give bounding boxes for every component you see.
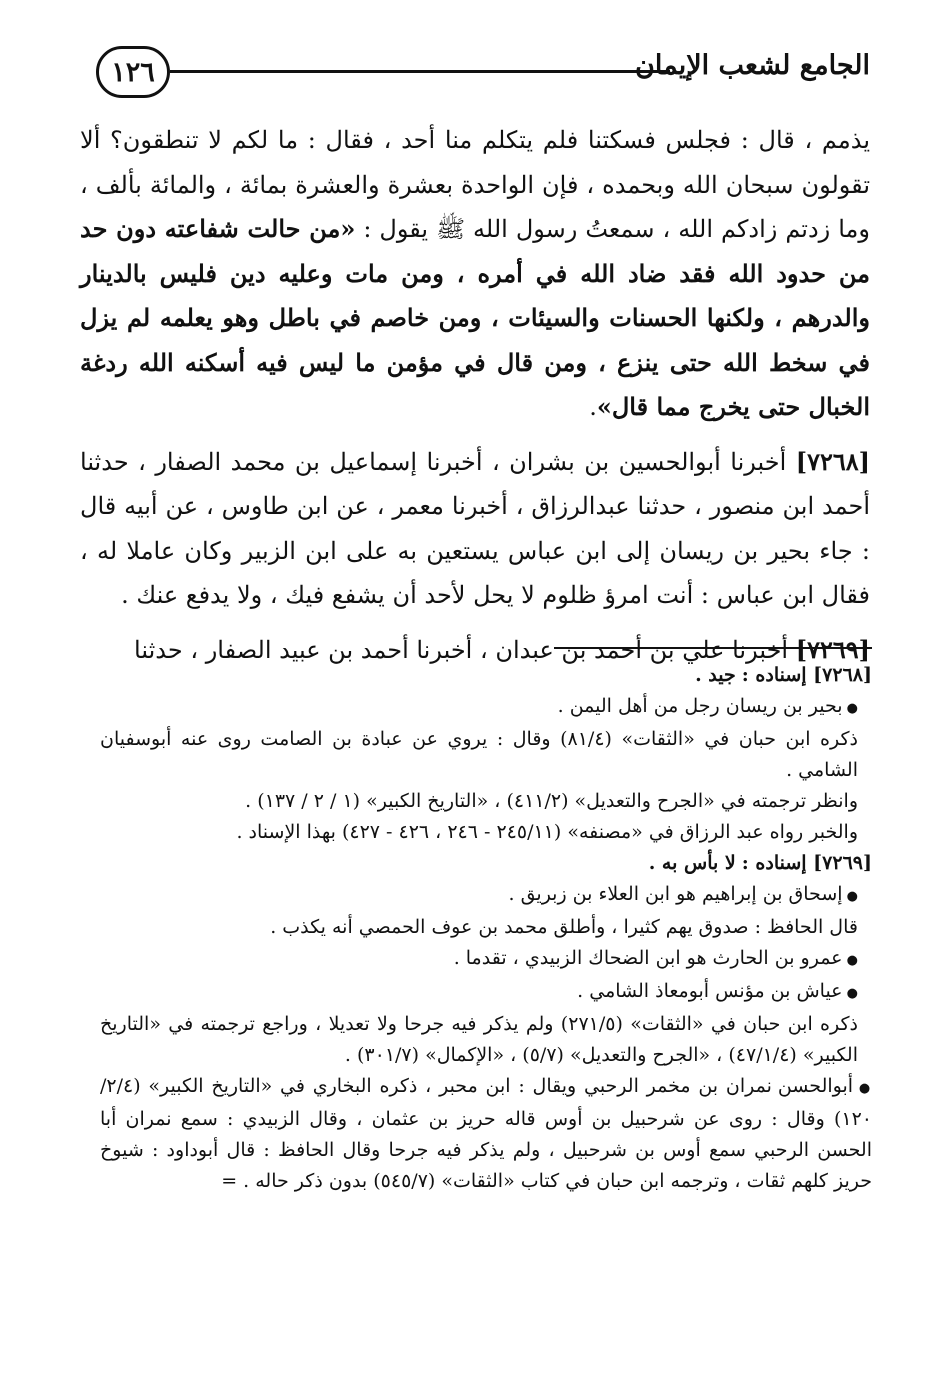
note-line: وانظر ترجمته في «الجرح والتعديل» (٤١١/٢) ، «التاريخ الكبير» (١ / ٢ / ١٣٧) .	[245, 790, 858, 812]
hadith-number: [٧٢٦٨]	[795, 446, 870, 476]
note-line: ذكره ابن حبان في «الثقات» (٨١/٤) وقال : يروي عن عبادة بن الصامت روى عنه أبوسفيان الشامي .	[100, 728, 858, 781]
hadith-matn: «من حالت شفاعته دون حد من حدود الله فقد ضاد الله في أمره ، ومن مات وعليه دين فليس بالدينار والدرهم ، ولكنها الحسنات والسيئات ، ومن خاصم في باطل وهو يعلمه لم يزل في سخط الله حتى ينزع ، ومن قال في مؤمن ما ليس فيه أسكنه الله ردغة الخبال حتى يخرج مما قال»	[80, 214, 870, 421]
note-label: [٧٢٦٩] إسناده :	[741, 852, 872, 874]
note-line: قال الحافظ : صدوق يهم كثيرا ، وأطلق محمد بن عوف الحمصي أنه يكذب .	[270, 916, 858, 938]
note-grade: جيد .	[695, 664, 736, 686]
note-bullet: ● أبوالحسن نمران بن مخمر الرحبي ويقال : ابن محبر ، ذكره البخاري في «التاريخ الكبير» (٢/٤/ ١٢٠) وقال : روى عن شرحبيل بن أوس قاله حريز بن عثمان ، وقال الزبيدي : سمع نمران أبا الحسن الرحبي سمع أوس بن شرحبيل ، ولم يذكر فيه جرحا وقال الحافظ : قال أبوداود : شيوخ حريز كلهم ثقات ، وترجمه ابن حبان في كتاب «الثقات» (٥٤٥/٧) بدون ذكر حاله . =	[100, 1071, 872, 1197]
page-header	[86, 38, 870, 110]
footnote-divider	[554, 647, 872, 649]
header-rule	[170, 70, 670, 73]
note-heading	[100, 848, 872, 879]
note-label: [٧٢٦٨] إسناده :	[741, 664, 872, 686]
narration-text: يذمم ، قال : فجلس فسكتنا فلم يتكلم منا أحد ، فقال : ما لكم لا تنطقون؟ ألا تقولون سبحان الله وبحمده ، فإن الواحدة بعشرة والعشرة بمائة ، والمائة بألف ، وما زدتم زادكم الله ، سمعتُ رسول الله ﷺ يقول :	[80, 126, 870, 243]
hadith-text: أخبرنا علي بن أحمد بن عبدان ، أخبرنا أحمد بن عبيد الصفار ، حدثنا	[134, 635, 789, 664]
footnotes	[100, 660, 872, 1197]
note-bullet: ● إسحاق بن إبراهيم هو ابن العلاء بن زبريق .	[100, 879, 872, 912]
page-number: ١٢٦	[96, 46, 170, 98]
note-grade: لا بأس به .	[648, 852, 736, 874]
note-bullet: ● عمرو بن الحارث هو ابن الضحاك الزبيدي ، تقدما .	[100, 943, 872, 976]
hadith-text: أخبرنا أبوالحسين بن بشران ، أخبرنا إسماعيل بن محمد الصفار ، حدثنا أحمد ابن منصور ، حدثنا عبدالرزاق ، أخبرنا معمر ، عن ابن طاوس ، عن أبيه قال : جاء بحير بن ريسان إلى ابن عباس يستعين به على ابن الزبير وكان عاملا له ، فقال ابن عباس : أنت امرؤ ظلوم لا يحل لأحد أن يشفع فيك ، ولا يدفع عنك .	[80, 447, 870, 609]
hadith-number: [٧٢٦٩]	[795, 634, 870, 664]
note-heading	[100, 660, 872, 691]
main-text	[80, 118, 870, 682]
note-bullet: ● عياش بن مؤنس أبومعاذ الشامي .	[100, 976, 872, 1009]
period: .	[589, 393, 597, 421]
note-bullet: ● بحير بن ريسان رجل من أهل اليمن .	[100, 691, 872, 724]
note-line: والخبر رواه عبد الرزاق في «مصنفه» (٢٤٥/١١ - ٢٤٦ ، ٤٢٦ - ٤٢٧) بهذا الإسناد .	[236, 821, 858, 843]
paragraph-continuation	[80, 118, 870, 430]
hadith-7268	[80, 440, 870, 618]
note-line: ذكره ابن حبان في «الثقات» (٢٧١/٥) ولم يذكر فيه جرحا ولا تعديلا ، وراجع ترجمته في «التاريخ الكبير» (٤٧/١/٤) ، «الجرح والتعديل» (٥/٧) ، «الإكمال» (٣٠١/٧) .	[100, 1013, 859, 1066]
running-title: الجامع لشعب الإيمان	[635, 50, 870, 81]
